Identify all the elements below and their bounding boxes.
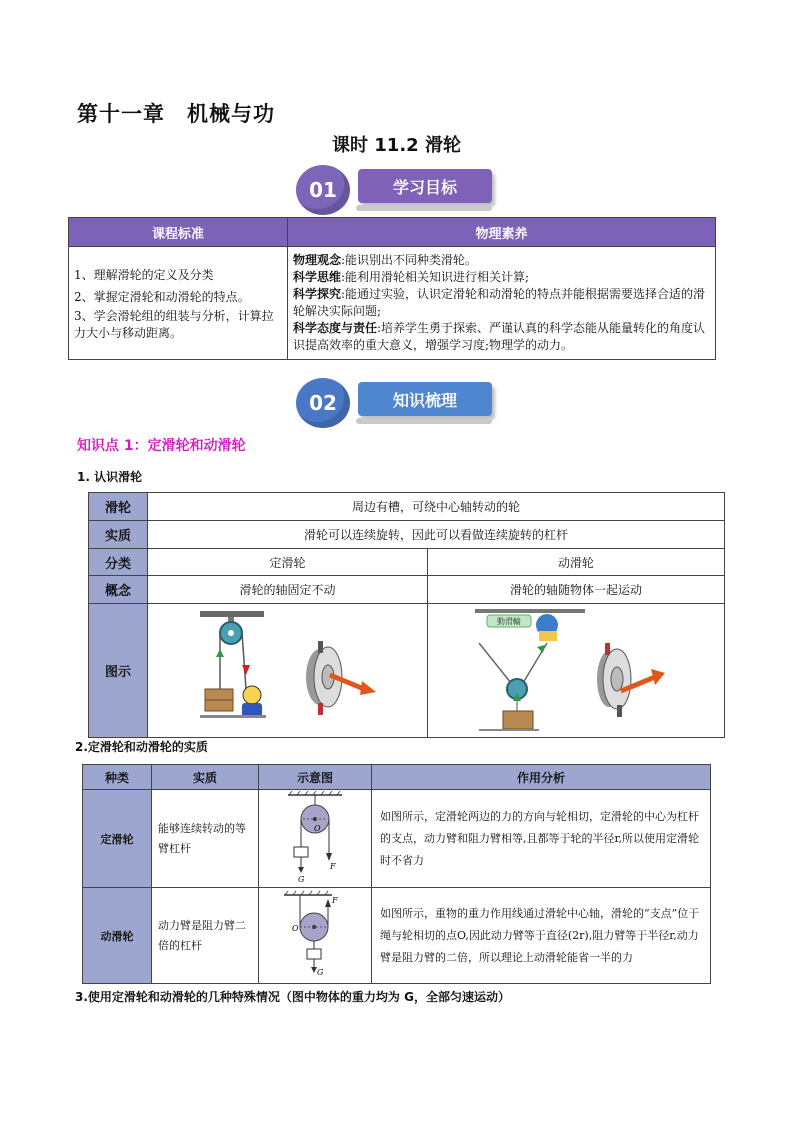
row-value: 周边有槽，可绕中心轴转动的轮	[148, 493, 725, 521]
literacy-term: 科学思维	[293, 270, 342, 284]
movable-pulley-diagram	[270, 889, 360, 979]
row-head: 概念	[89, 576, 148, 604]
lesson-title: 课时 11.2 滑轮	[332, 135, 461, 156]
fixed-diagram-f-label: F	[330, 862, 336, 871]
pulley-essence-table	[82, 764, 711, 984]
row-head: 图示	[89, 604, 148, 738]
literacy-term: 物理观念	[293, 253, 342, 267]
standards-cell	[69, 247, 288, 360]
literacy-term: 科学探究	[293, 287, 342, 301]
movable-diagram-o-label: O	[292, 924, 299, 933]
analysis-cell: 如图所示，定滑轮两边的力的方向与轮相切，定滑轮的中心为杠杆的支点，动力臂和阻力臂相等,且都等于轮的半径r,所以使用定滑轮时不省力	[372, 790, 711, 888]
literacy-text: :能识别出不同种类滑轮。	[341, 253, 478, 267]
pulley-intro-table	[88, 492, 725, 738]
fixed-diagram-g-label: G	[298, 875, 305, 883]
row-head: 分类	[89, 549, 148, 576]
header-analysis: 作用分析	[372, 765, 711, 790]
chapter-title: 第十一章 机械与功	[77, 102, 275, 126]
movable-pulley-tag: 動滑輪	[497, 617, 521, 626]
standard-item: 3、学会滑轮组的组装与分析，计算拉力大小与移动距离。	[74, 309, 274, 340]
header-essence: 实质	[152, 765, 259, 790]
literacy-text: :培养学生勇于探索、严谨认真的科学态能从能量转化的角度认识提高效率的重大意义，增强学习度;物理学的动力。	[293, 321, 706, 352]
header-kind: 种类	[83, 765, 152, 790]
literacy-term: 科学态度与责任	[293, 321, 378, 335]
goals-table	[68, 217, 716, 360]
fixed-pulley-figure	[148, 604, 428, 738]
fixed-pulley-label: 定滑轮	[148, 549, 428, 576]
standard-item: 2、掌握定滑轮和动滑轮的特点。	[74, 290, 250, 304]
movable-pulley-label: 动滑轮	[428, 549, 725, 576]
badge-label: 学习目标	[358, 169, 492, 203]
section-badge-knowledge	[296, 378, 486, 428]
literacy-item	[293, 269, 710, 286]
literacy-cell	[288, 247, 716, 360]
fixed-pulley-diagram	[270, 791, 360, 883]
standard-item: 1、理解滑轮的定义及分类	[74, 268, 214, 282]
badge-label: 知识梳理	[358, 382, 492, 416]
diagram-cell	[259, 888, 372, 984]
literacy-text: :能通过实验，认识定滑轮和动滑轮的特点并能根据需要选择合适的滑轮解决实际问题;	[293, 287, 706, 318]
literacy-item	[293, 320, 710, 354]
kind-cell: 定滑轮	[83, 790, 152, 888]
row-value: 滑轮可以连续旋转，因此可以看做连续旋转的杠杆	[148, 521, 725, 549]
literacy-item	[293, 286, 710, 320]
fixed-concept: 滑轮的轴固定不动	[148, 576, 428, 604]
row-head: 实质	[89, 521, 148, 549]
literacy-text: :能利用滑轮相关知识进行相关计算;	[341, 270, 530, 284]
diagram-cell	[259, 790, 372, 888]
movable-diagram-g-label: G	[317, 968, 324, 977]
badge-number: 02	[296, 378, 350, 428]
fixed-diagram-o-label: O	[314, 824, 321, 833]
knowledge-point-title: 知识点 1：定滑轮和动滑轮	[77, 438, 246, 454]
header-diagram: 示意图	[259, 765, 372, 790]
movable-pulley-figure	[428, 604, 725, 738]
fixed-pulley-illustration	[150, 605, 426, 733]
essence-cell: 动力臂是阻力臂二倍的杠杆	[152, 888, 259, 984]
section-1-title: 1. 认识滑轮	[77, 470, 143, 484]
movable-diagram-f-label: F	[332, 896, 338, 905]
badge-number: 01	[296, 165, 350, 215]
kind-cell: 动滑轮	[83, 888, 152, 984]
goals-header-standard: 课程标准	[69, 218, 288, 247]
movable-concept: 滑轮的轴随物体一起运动	[428, 576, 725, 604]
movable-pulley-illustration	[429, 605, 723, 733]
section-badge-goals	[296, 165, 486, 215]
row-head: 滑轮	[89, 493, 148, 521]
analysis-cell: 如图所示，重物的重力作用线通过滑轮中心轴，滑轮的“支点”位于绳与轮相切的点O,因此动力臂等于直径(2r),阻力臂等于半径r,动力臂是阻力臂的二倍，所以理论上动滑轮能省一半的力	[372, 888, 711, 984]
literacy-item	[293, 252, 710, 269]
goals-header-literacy: 物理素养	[288, 218, 716, 247]
section-3-title: 3.使用定滑轮和动滑轮的几种特殊情况（图中物体的重力均为 G，全部匀速运动）	[75, 990, 510, 1004]
essence-cell: 能够连续转动的等臂杠杆	[152, 790, 259, 888]
section-2-title: 2.定滑轮和动滑轮的实质	[75, 740, 208, 754]
